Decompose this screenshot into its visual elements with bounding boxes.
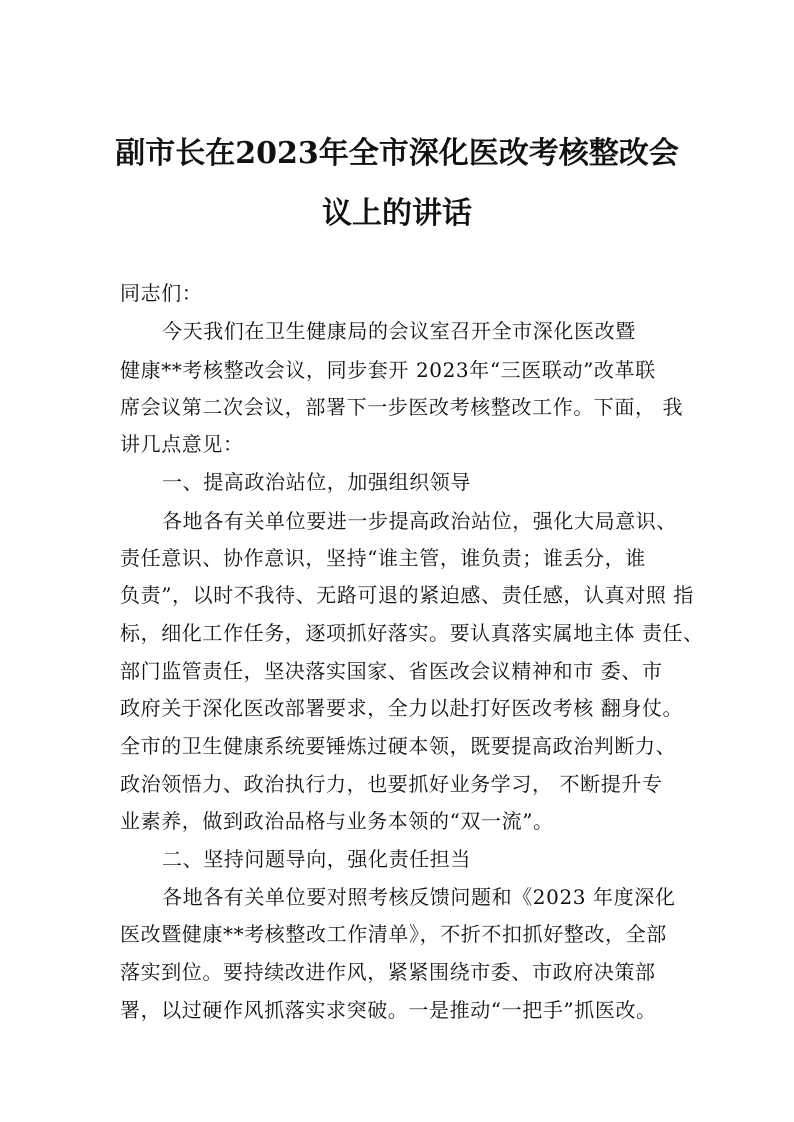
paragraph-line: 席会议第二次会议，部署下一步医改考核整改工作。下面， 我 — [120, 395, 684, 419]
salutation: 同志们： — [120, 281, 203, 305]
document-title-line-1: 副市长在2023年全市深化医改考核整改会 — [115, 136, 679, 171]
paragraph-line: 政府关于深化医改部署要求，全力以赴打好医改考核 翻身仗。 — [120, 696, 684, 720]
paragraph-line: 今天我们在卫生健康局的会议室召开全市深化医改暨 — [162, 319, 636, 343]
paragraph-line: 政治领悟力、政治执行力，也要抓好业务学习， 不断提升专 — [120, 772, 663, 796]
paragraph-line: 落实到位。要持续改进作风，紧紧围绕市委、市政府决策部 — [120, 960, 656, 984]
paragraph-line: 负责”，以时不我待、无路可退的紧迫感、责任感，认真对照 指 — [120, 583, 694, 607]
paragraph-line: 各地各有关单位要进一步提高政治站位，强化大局意识、 — [162, 509, 677, 533]
section-heading-2: 二、坚持问题导向，强化责任担当 — [162, 847, 471, 871]
document-title-line-2: 议上的讲话 — [322, 196, 472, 231]
paragraph-line: 责任意识、协作意识，坚持“谁主管，谁负责；谁丢分，谁 — [120, 546, 646, 570]
paragraph-line: 各地各有关单位要对照考核反馈问题和《2023 年度深化 — [162, 885, 676, 909]
paragraph-line: 医改暨健康**考核整改工作清单》，不折不扣抓好整改，全部 — [120, 922, 667, 946]
section-heading-1: 一、提高政治站位，加强组织领导 — [162, 470, 471, 494]
paragraph-line: 业素养，做到政治品格与业务本领的“双一流”。 — [120, 809, 554, 833]
paragraph-line: 署，以过硬作风抓落实求突破。一是推动“一把手”抓医改。 — [120, 998, 657, 1022]
paragraph-line: 部门监管责任，坚决落实国家、省医改会议精神和市 委、市 — [120, 659, 663, 683]
paragraph-line: 标，细化工作任务，逐项抓好落实。要认真落实属地主体 责任、 — [120, 621, 704, 645]
paragraph-line: 健康**考核整改会议，同步套开 2023年“三医联动”改革联 — [120, 358, 656, 382]
paragraph-line: 讲几点意见： — [120, 432, 244, 456]
paragraph-line: 全市的卫生健康系统要锤炼过硬本领，既要提高政治判断力、 — [120, 734, 677, 758]
